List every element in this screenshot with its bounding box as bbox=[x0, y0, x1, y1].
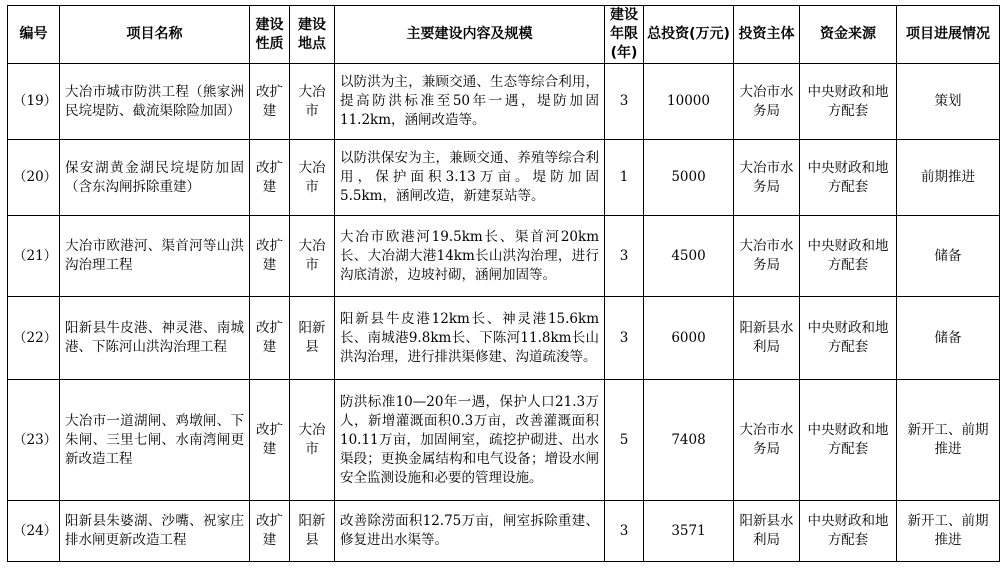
cell-id: （24） bbox=[8, 501, 60, 562]
cell-content: 防洪标准10—20年一遇，保护人口21.3万人，新增灌溉面积0.3万亩，改善灌溉面积10.11万亩，加固闸室，疏挖护砌进、出水渠段；更换金属结构和电气设备；增设水闸安全监测设施和必要的管理设施。 bbox=[335, 380, 605, 501]
cell-progress: 储备 bbox=[897, 216, 1000, 297]
cell-progress: 策划 bbox=[897, 64, 1000, 140]
header-content: 主要建设内容及规模 bbox=[335, 6, 605, 64]
header-progress: 项目进展情况 bbox=[897, 6, 1000, 64]
cell-fund: 中央财政和地方配套 bbox=[800, 297, 897, 380]
header-row bbox=[8, 6, 1000, 64]
cell-content: 阳新县牛皮港12km长、神灵港15.6km长、南城港9.8km长、下陈河11.8km长山洪沟治理，进行排洪渠修建、沟道疏浚等。 bbox=[335, 297, 605, 380]
cell-investor: 大冶市水务局 bbox=[734, 140, 800, 216]
table-row bbox=[8, 501, 1000, 562]
cell-nature: 改扩建 bbox=[250, 380, 290, 501]
project-table bbox=[7, 5, 1000, 562]
cell-investment: 7408 bbox=[644, 380, 734, 501]
cell-nature: 改扩建 bbox=[250, 297, 290, 380]
cell-id: （23） bbox=[8, 380, 60, 501]
cell-location: 大冶市 bbox=[290, 380, 335, 501]
cell-content: 大冶市欧港河19.5km长、渠首河20km长、大冶湖大港14km长山洪沟治理，进行沟底清淤，边坡衬砌，涵闸加固等。 bbox=[335, 216, 605, 297]
table-row bbox=[8, 64, 1000, 140]
cell-name: 阳新县牛皮港、神灵港、南城港、下陈河山洪沟治理工程 bbox=[60, 297, 250, 380]
cell-period: 1 bbox=[605, 140, 644, 216]
cell-name: 大冶市一道湖闸、鸡墩闸、下朱闸、三里七闸、水南湾闸更新改造工程 bbox=[60, 380, 250, 501]
cell-name: 阳新县朱婆湖、沙嘴、祝家庄排水闸更新改造工程 bbox=[60, 501, 250, 562]
cell-investor: 大冶市水务局 bbox=[734, 380, 800, 501]
cell-investment: 6000 bbox=[644, 297, 734, 380]
cell-investment: 4500 bbox=[644, 216, 734, 297]
header-investor: 投资主体 bbox=[734, 6, 800, 64]
header-investment: 总投资(万元) bbox=[644, 6, 734, 64]
cell-location: 大冶市 bbox=[290, 64, 335, 140]
cell-id: （20） bbox=[8, 140, 60, 216]
cell-location: 大冶市 bbox=[290, 216, 335, 297]
cell-location: 大冶市 bbox=[290, 140, 335, 216]
cell-name: 大冶市城市防洪工程（熊家洲民垸堤防、截流渠除险加固） bbox=[60, 64, 250, 140]
header-name: 项目名称 bbox=[60, 6, 250, 64]
cell-id: （22） bbox=[8, 297, 60, 380]
cell-fund: 中央财政和地方配套 bbox=[800, 216, 897, 297]
cell-fund: 中央财政和地方配套 bbox=[800, 501, 897, 562]
cell-fund: 中央财政和地方配套 bbox=[800, 64, 897, 140]
cell-id: （21） bbox=[8, 216, 60, 297]
cell-location: 阳新县 bbox=[290, 297, 335, 380]
header-location: 建设地点 bbox=[290, 6, 335, 64]
cell-id: （19） bbox=[8, 64, 60, 140]
cell-location: 阳新县 bbox=[290, 501, 335, 562]
header-id: 编号 bbox=[8, 6, 60, 64]
cell-name: 保安湖黄金湖民垸堤防加固（含东沟闸拆除重建） bbox=[60, 140, 250, 216]
cell-period: 3 bbox=[605, 216, 644, 297]
cell-investment: 3571 bbox=[644, 501, 734, 562]
cell-progress: 储备 bbox=[897, 297, 1000, 380]
cell-content: 以防洪为主，兼顾交通、生态等综合利用，提高防洪标准至50年一遇，堤防加固11.2km，涵闸改造等。 bbox=[335, 64, 605, 140]
header-fund: 资金来源 bbox=[800, 6, 897, 64]
cell-progress: 新开工、前期推进 bbox=[897, 501, 1000, 562]
cell-fund: 中央财政和地方配套 bbox=[800, 140, 897, 216]
header-nature: 建设性质 bbox=[250, 6, 290, 64]
cell-period: 5 bbox=[605, 380, 644, 501]
cell-nature: 改扩建 bbox=[250, 64, 290, 140]
cell-investor: 大冶市水务局 bbox=[734, 216, 800, 297]
cell-nature: 改扩建 bbox=[250, 216, 290, 297]
cell-content: 改善除涝面积12.75万亩，闸室拆除重建、修复进出水渠等。 bbox=[335, 501, 605, 562]
cell-investment: 5000 bbox=[644, 140, 734, 216]
cell-nature: 改扩建 bbox=[250, 501, 290, 562]
cell-fund: 中央财政和地方配套 bbox=[800, 380, 897, 501]
cell-period: 3 bbox=[605, 501, 644, 562]
cell-period: 3 bbox=[605, 64, 644, 140]
cell-content: 以防洪保安为主，兼顾交通、养殖等综合利用，保护面积3.13万亩。堤防加固5.5km，涵闸改造，新建泵站等。 bbox=[335, 140, 605, 216]
header-period: 建设年限(年) bbox=[605, 6, 644, 64]
cell-progress: 前期推进 bbox=[897, 140, 1000, 216]
cell-nature: 改扩建 bbox=[250, 140, 290, 216]
cell-period: 3 bbox=[605, 297, 644, 380]
cell-investment: 10000 bbox=[644, 64, 734, 140]
table-row bbox=[8, 380, 1000, 501]
cell-investor: 大冶市水务局 bbox=[734, 64, 800, 140]
table-row bbox=[8, 140, 1000, 216]
table-row bbox=[8, 216, 1000, 297]
cell-investor: 阳新县水利局 bbox=[734, 297, 800, 380]
cell-investor: 阳新县水利局 bbox=[734, 501, 800, 562]
cell-progress: 新开工、前期推进 bbox=[897, 380, 1000, 501]
table-row bbox=[8, 297, 1000, 380]
cell-name: 大冶市欧港河、渠首河等山洪沟治理工程 bbox=[60, 216, 250, 297]
